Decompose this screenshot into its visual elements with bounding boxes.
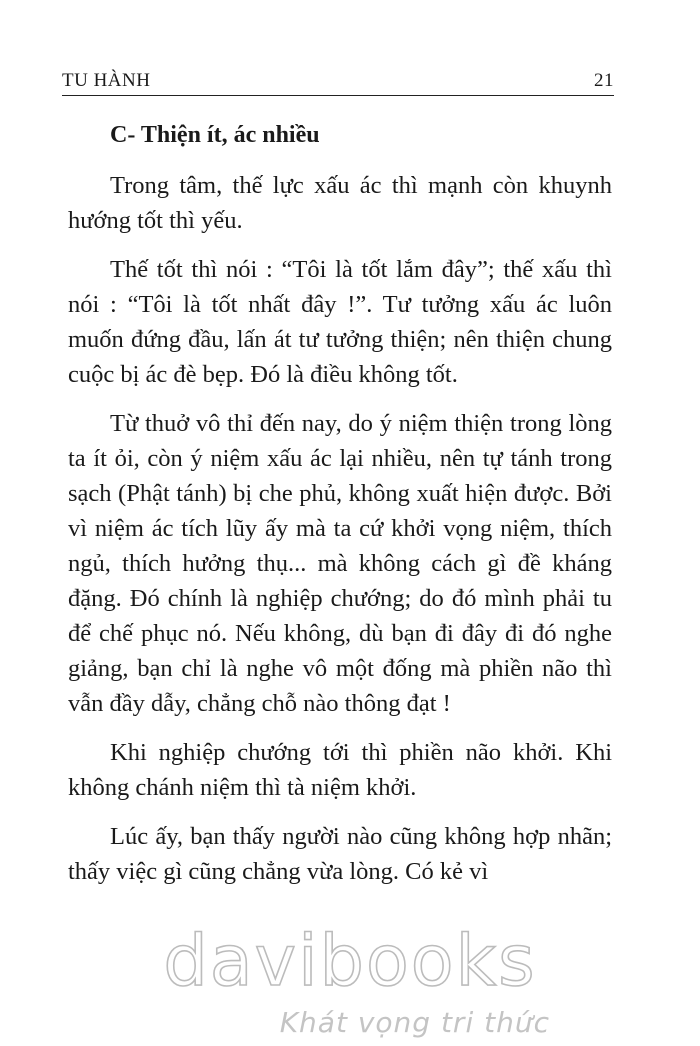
publisher-watermark (0, 920, 700, 1039)
paragraph: Lúc ấy, bạn thấy người nào cũng không hợp nhãn; thấy việc gì cũng chẳng vừa lòng. Có kẻ vì (68, 823, 612, 885)
section-title: C- Thiện ít, ác nhiều (110, 122, 320, 148)
watermark-brand: davibooks (163, 920, 537, 1002)
running-header (62, 70, 614, 96)
page-body (68, 118, 612, 903)
watermark-tagline: Khát vọng tri thức (279, 1006, 550, 1039)
page-number: 21 (594, 70, 614, 91)
paragraph: Khi nghiệp chướng tới thì phiền não khởi. Khi không chánh niệm thì tà niệm khởi. (68, 739, 612, 801)
running-title: TU HÀNH (62, 70, 151, 91)
paragraph: Thế tốt thì nói : “Tôi là tốt lắm đây”; thế xấu thì nói : “Tôi là tốt nhất đây !”. Tư tưởng xấu ác luôn muốn đứng đầu, lấn át tư tưởng thiện; nên thiện chung cuộc bị ác đè bẹp. Đó là điều không tốt. (68, 256, 612, 388)
paragraph: Từ thuở vô thỉ đến nay, do ý niệm thiện trong lòng ta ít ỏi, còn ý niệm xấu ác lại nhiều, nên tự tánh trong sạch (Phật tánh) bị che phủ, không xuất hiện được. Bởi vì niệm ác tích lũy ấy mà ta cứ khởi vọng niệm, thích ngủ, thích hưởng thụ... mà không cách gì đề kháng đặng. Đó chính là nghiệp chướng; do đó mình phải tu để chế phục nó. Nếu không, dù bạn đi đây đi đó nghe giảng, bạn chỉ là nghe vô một đống mà phiền não thì vẫn đầy dẫy, chẳng chỗ nào thông đạt ! (68, 410, 612, 717)
paragraph: Trong tâm, thế lực xấu ác thì mạnh còn khuynh hướng tốt thì yếu. (68, 172, 612, 234)
